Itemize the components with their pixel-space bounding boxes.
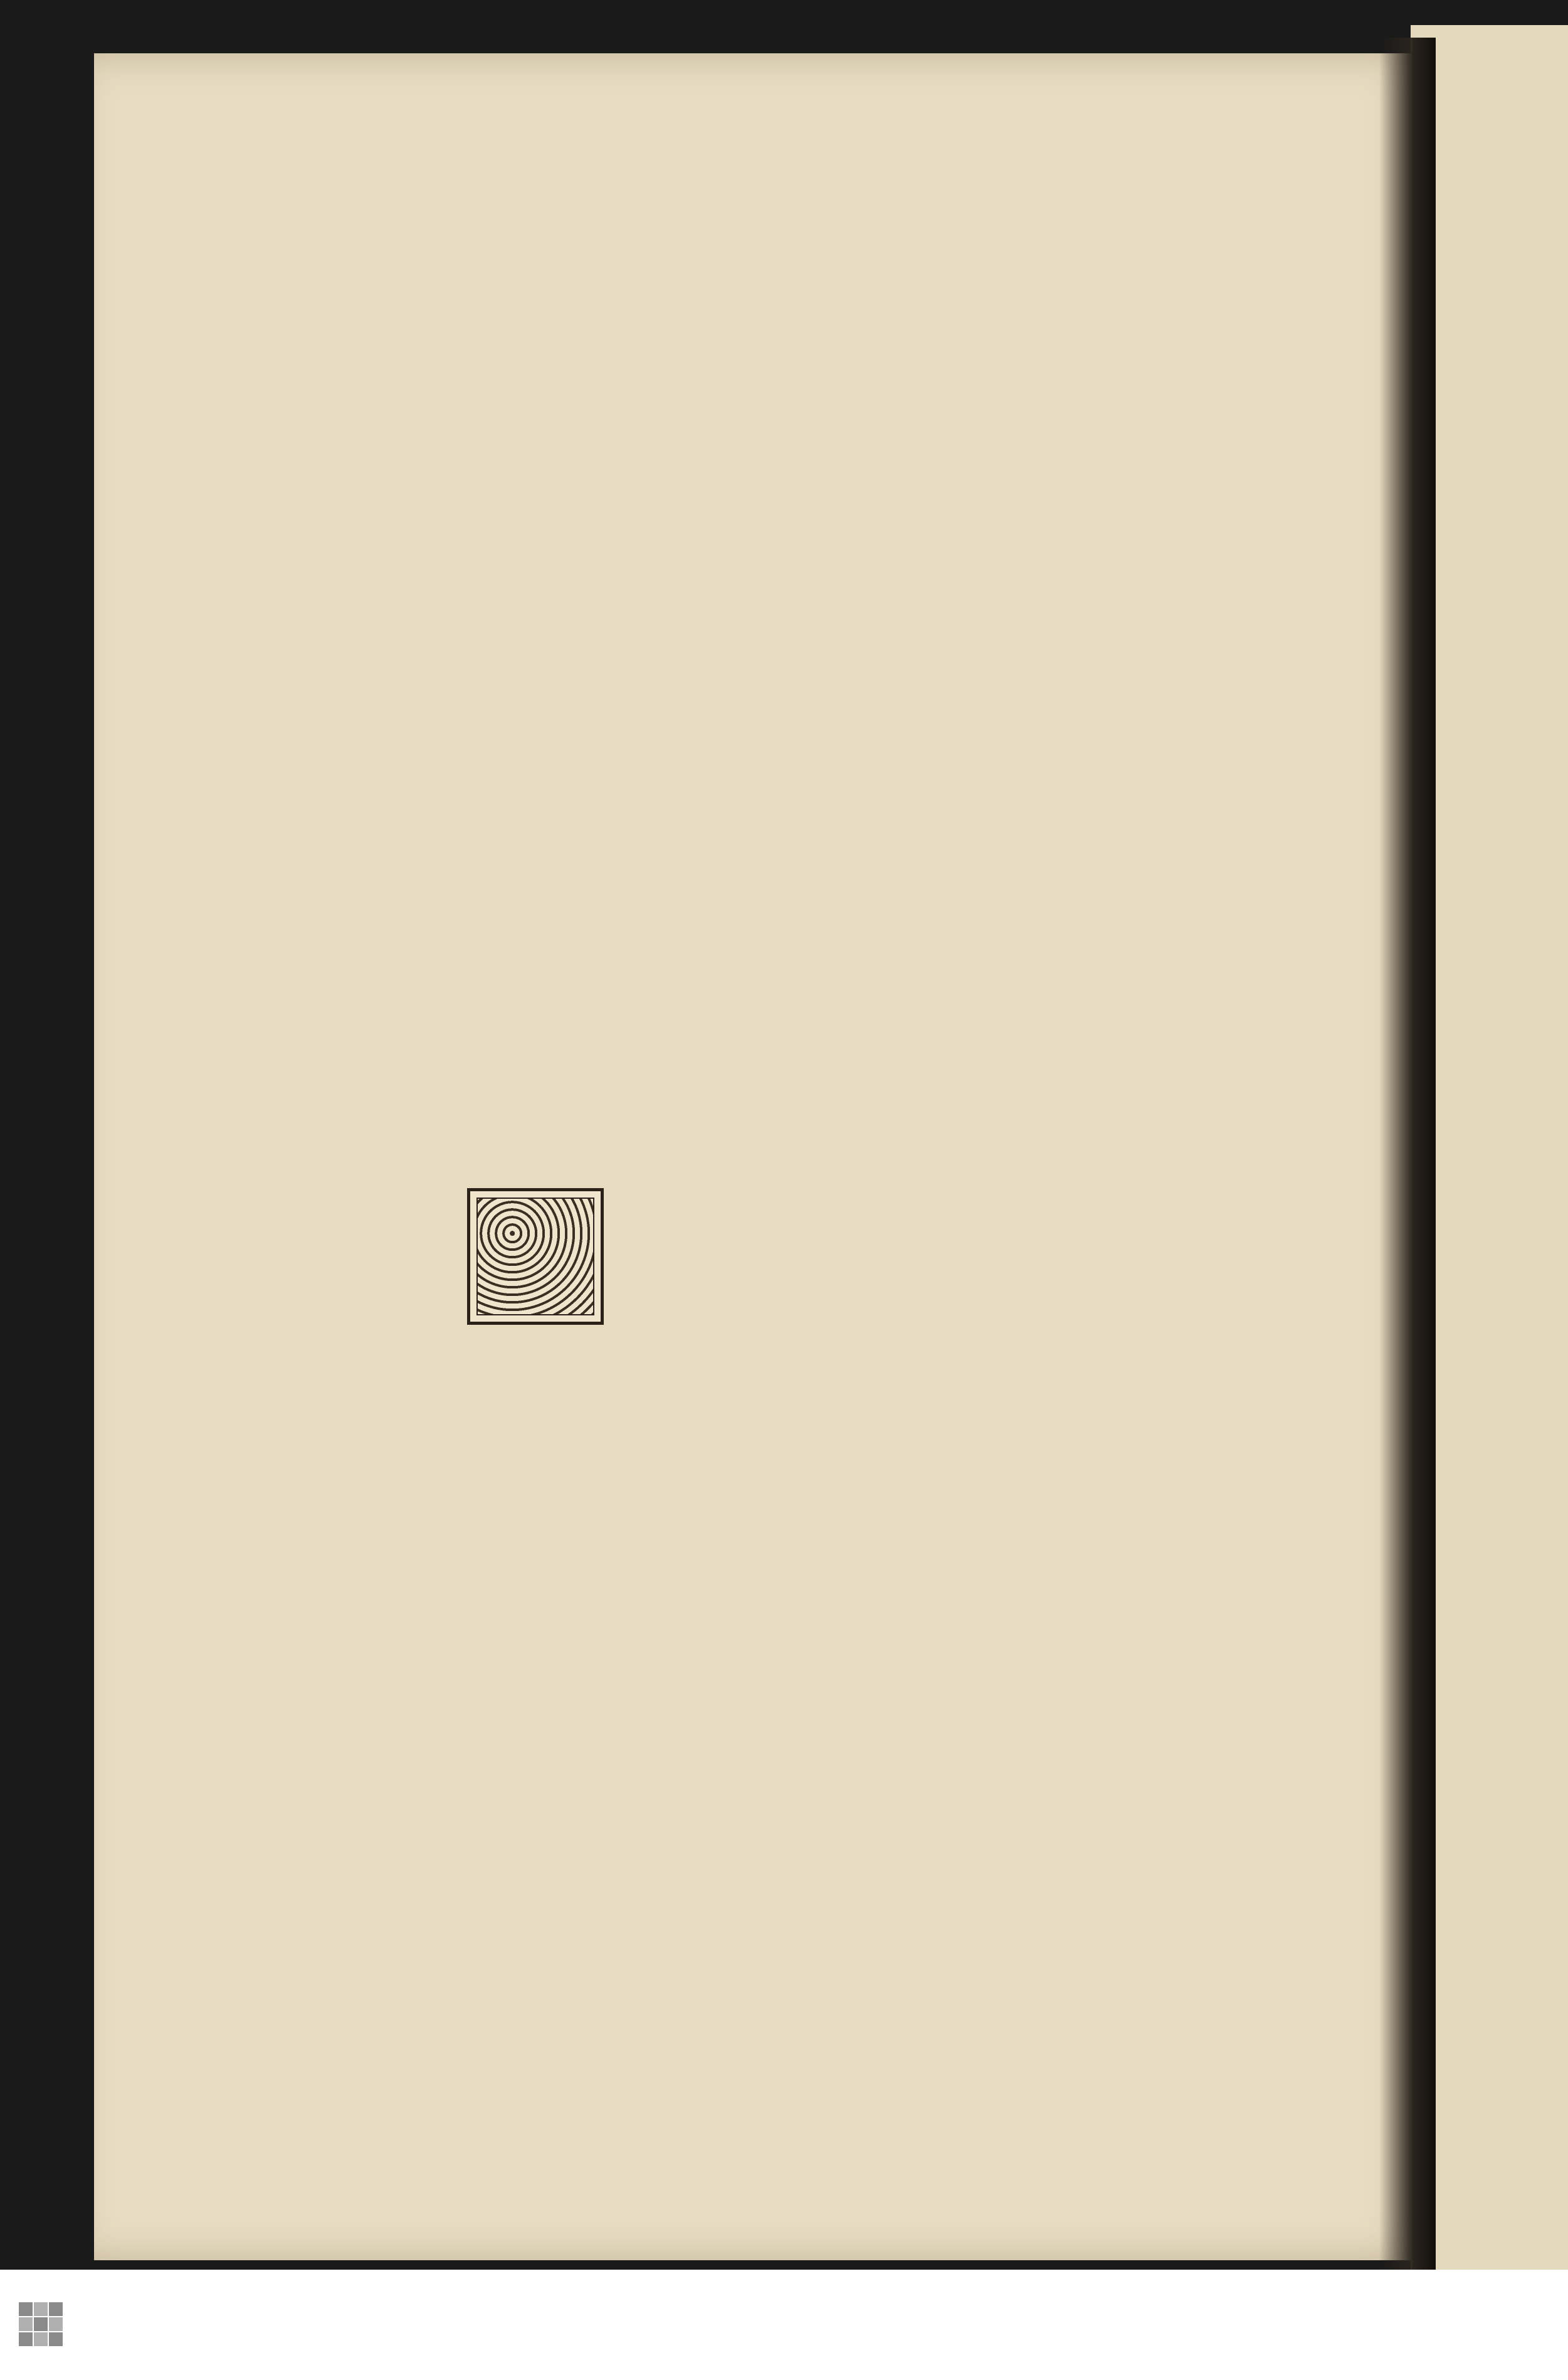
library-logo-icon <box>19 2302 63 2346</box>
viewer-footer <box>0 2270 1568 2380</box>
book-gutter <box>1379 38 1436 2270</box>
left-page <box>94 53 1423 2260</box>
running-head <box>467 181 505 227</box>
decorated-initial <box>467 1188 604 1325</box>
initial-letter <box>470 1191 601 1322</box>
